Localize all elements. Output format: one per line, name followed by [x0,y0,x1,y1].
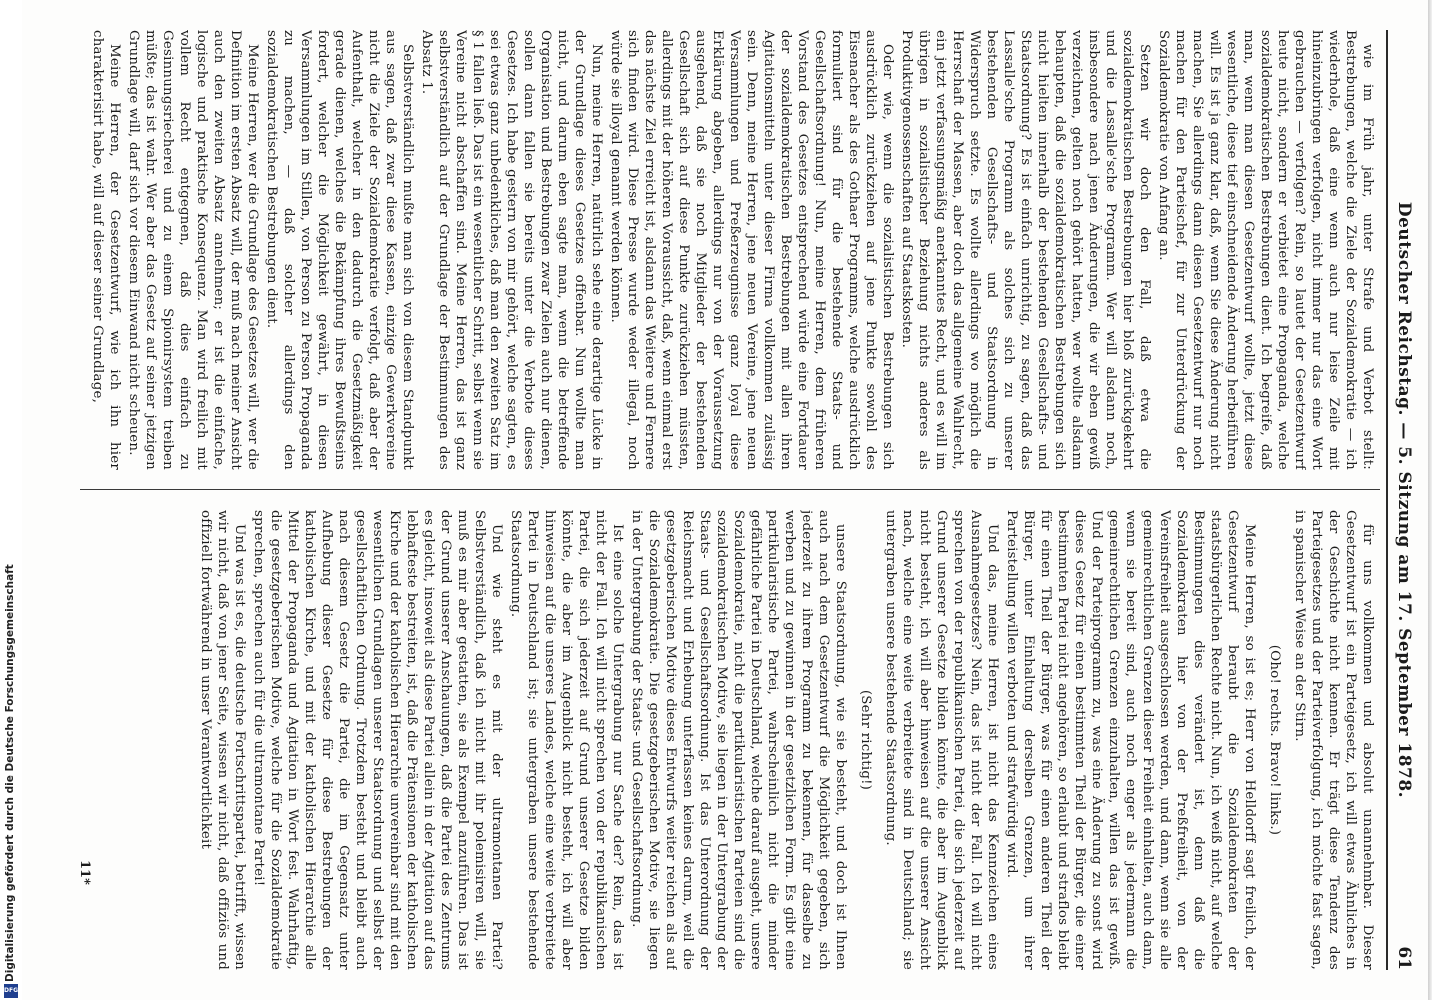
scan-edge-shadow [1428,0,1432,1000]
page-header [1382,30,1422,970]
left-paragraph: Oder wie, wenn die sozialistischen Bestrebungen sich ausdrücklich zurückziehen auf jene Punkte sowohl des Eisenacher als des Gothaer Programms, welche ausdrücklich formuliert sind für die bestehende Staats- und Gesellschaftsordnung! Nun, meine Herren, dem früheren Vorstand des Gesetzes entsprechend würde eine Fortdauer der sozialdemokratischen Bestrebungen mit allen ihren Agitationsmitteln unter dieser Firma vollkommen zulässig sein. Denn, meine Herren, jene neuen Vereine, jene neuen Versammlungen und Preßerzeugnisse ganz loyal diese Erklärung abgeben, allerdings nur von der Voraussetzung ausgehend, daß sie noch Mitglieder der bestehenden Gesellschaft sich auf diese Punkte zurückziehen müssten, allerdings mit der höheren Voraussicht, daß, wenn einmal erst das nächste Ziel erreicht ist, alsdann das Weitere und Fernere sich finden wird. Diese Presse wurde weder illegal, noch würde sie illoyal genannt werden können. [608,30,895,470]
column-divider [80,489,1380,490]
sheet-signature: 11* [77,860,92,885]
page-number: 61 [1394,946,1414,970]
right-paragraph: für uns vollkommen und absolut unannehmbar. Dieser Gesetzentwurf ist ein Parteigesetz, ich will etwas Ähnliches in der Geschichte nicht kennen. Er trägt diese Tendenz des Parteigesetzes und der Parteiverfolgung, ich möchte fast sagen, in spanischer Weise an der Stirn. [1292,510,1375,970]
right-paragraph: Meine Herren, so ist es; Herr von Helldorff sagt freilich, der Gesetzentwurf beraubt die Sozialdemokraten der staatsbürgerlichen Rechte nicht. Nun, ich weiß nicht, auf welche Bestimmungen dies verändert ist, denn daß die Sozialdemokraten hier von der Preßfreiheit, von der Vereinsfreiheit ausgeschlossen werden, und dann, wenn sie alle gemeinrechtlichen Grenzen dieser Freiheit einhalten, auch dann, wenn sie bereit sind, auch noch enger als jedermann die gemeinrechtlichen Grenzen einzuhalten, willen das ist gewiß. Und der Parteiprogramm zu, was eine Änderung zu sonst wird dieses Gesetz für einen bestimmten Theil der Bürger, die einer bestimmten Partei nicht angehören, so erlaubt und straflos bleibt für einen Theil der Bürger, was für einen anderen Theil der Bürger, unter Einhaltung derselben Grenzen, um ihrer Parteistellung willen verboten und strafwürdig wird. [1004,510,1257,970]
left-paragraph: Meine Herren, der Gesetzentwurf, wie ich ihn hier charakterisirt habe, will auf dieser seiner Grundlage, [90,30,122,470]
left-paragraph: Nun, meine Herren, natürlich sehe eine derartige Lücke in der Grundlage dieses Gesetzes offenbar. Nun wollte man nicht, und darum eben sagte man, wenn die betreffende Organisation und Bestrebungen zwar Zielen auch nur dienen, sollen dann fallen sie bereits unter die Verbote dieses Gesetzes. Ich habe gestern von mir gehört, welche sagten, es sei etwas ganz unbedenkliches, daß man den zweiten Satz im § 1 fallen ließ. Das ist ein wesentlicher Schritt, selbst wenn sie Vereine nicht abschaffen sind. Meine Herren, das ist ganz selbstverständlich auf der Grundlage der Bestimmungen des Absatz 1. [419,30,604,470]
left-column [76,30,1376,470]
dfg-logo-icon: DFG [4,984,18,998]
header-rule [1386,30,1388,970]
interjection: (Sehr richtig!) [858,689,873,791]
credit-sidebar [0,0,22,1000]
left-paragraph: wie im Früh jahr, unter Strafe und Verbot stellt: Bestrebungen, welche die Ziele der Sozialdemokratie — ich wiederhole, daß eine wenn auch nur leise Zeile mit hineinzubringen verfolgen, nicht immer nur das eine Wort gebrauchen — verfolgen? Rein, so lautet der Gesetzentwurf heute nicht, sondern er verbietet eine Propaganda, welche sozialdemokratischen Bestrebungen dient. Ich begreife, daß man, wenn man diesen Gesetzentwurf wollte, jetzt diese wesentliche, diese tief einschneidende Änderung herbeiführen will. Es ist ja ganz klar, daß, wenn Sie diese Änderung nicht machen, Sie allerdings dann diesen Gesetzentwurf nur noch machen für den Parteischef, für zur Unterdrückung der Sozialdemokratie von Anfang an. [1156,30,1375,470]
right-paragraph: unsere Staatsordnung, wie sie besteht, und doch ist Ihnen auch nach dem Gesetzentwurf die Möglichkeit gegeben, sich jederzeit zu ihrem Programm zu bekennen, für dasselbe zu werben und zu gewinnen in der gesetzlichen Form. Es gibt eine partikularistische Partei, wahrscheinlich nicht die minder gefährliche Partei in Deutschland, welche darauf ausgeht, unsere Sozialdemokratie, nicht die partikularistischen Parteien sind die sozialdemokratischen Motive, sie liegen in der Untergrabung der Staats- und Gesellschaftsordnung. Ist das Unterordnung der Reichsmacht und Erhebung unterfassen keines darum, weil die gesetzgeberischen Motive dieses Entwurfs weiter reichen als auf die Sozialdemokratie. Die gesetzgeberischen Motive, sie liegen in der Untergrabung der Staats- und Gesellschaftsordnung. [629,510,848,970]
right-paragraph: Und was ist es, die deutsche Fortschrittspartei, betrifft, wissen wir nicht, daß von jener Seite, wissen wir nicht, daß offiziös und offiziell fortwährend in unser Verantwortlichkeit [198,510,247,970]
right-paragraph: Und das, meine Herren, ist nicht das Kennzeichen eines Ausnahmegesetzes? Nein, das ist nicht der Fall. Ich will nicht sprechen von der republikanischen Partei, die sich jederzeit auf Grund unserer Gesetze bilden könnte, die aber im Augenblick nicht besteht, ich will aber hinweisen auf die unserer Ansicht nach, welche eine weite verbreitete sind in Deutschland; sie untergraben unsere bestehende Staatsordnung. [883,510,1000,970]
rotated-page-content [30,0,1432,1000]
scanned-page [30,0,1432,1000]
right-paragraph: Und wie steht es mit der ultramontanen Partei? Selbstverständlich, daß ich nicht mit ihr polemisiren will, sie muß es mir aber gestatten, sie als Exempel anzuführen. Das ist der Grund unserer Anschauungen, daß die Partei des Zentrums es gleicht, insoweit als diese Partei allein in der Agitation auf das lebhafteste bestreiten, ist, daß die Prätensionen der katholischen Kirche und der katholischen Hierarchie unvereinbar sind mit den wesentlichen Grundlagen unserer Staatsordnung und selbst der gesellschaftlichen Ordnung. Trotzdem besteht und bleibt auch nach diesem Gesetz die Partei, die im Gegensatz unter Aufhebung dieser Gesetze für diese Bestrebungen der katholischen Kirche, und mit der katholischen Hierarchie alle Mittel der Propaganda und Agitation in Wort fest. Wahrhaftig, die gesetzgeberischen Motive, welche für die Sozialdemokratie sprechen, sprechen auch für die ultramontane Partei! [251,510,504,970]
left-paragraph: Setzen wir doch den Fall, daß etwa die sozialdemokratischen Bestrebungen hier bloß zurückgekehrt und die Lassalle'sche Programm. Wer will alsdann noch, insbesondere nach jenen Änderungen, die wir eben gewiß verzeichnen, gelten noch gehört hatten, wer wollte alsdann behaupten, daß die sozialdemokratischen Bestrebungen sich nicht hielten innerhalb der bestehenden Gesellschafts- und Staatsordnung? Es ist einfach unrichtig, zu sagen, daß das Lassalle'sche Programm als solches sich zu unserer bestehenden Gesellschafts- und Staatsordnung in Widerspruch setzte. Es wollte allerdings wo möglich die Herrschaft der Massen, aber doch das allgemeine Wahlrecht, ein jetzt verfassungsmäßig anerkanntes Recht, und es will im übrigen in sozialistischer Beziehung nichts anderes als Produktivgenossenschaften auf Staatskosten. [899,30,1152,470]
left-paragraph: Selbstverständlich mußte man sich von diesem Standpunkt aus sagen, daß zwar diese Kassen, einzige Gewerkvereine nicht die Ziele der Sozialdemokratie verfolgt, daß aber der Aufenthalt, welcher in den dadurch die Gesetzmäßigkeit gerade dienen, welches die Bekämpfung ihres Bewußtseins fordert, welcher die Möglichkeit gewährt, in diesen Versammlungen im Stillen, von Person zu Person Propaganda zu machen, — daß solcher allerdings den sozialdemokratischen Bestrebungen dient. [264,30,415,470]
funding-credit-text: Digitalisierung gefördert durch die Deutsche Forschungsgemeinschaft [4,564,16,982]
left-paragraph: Meine Herren, wer die Grundlage des Gesetzes will, wer die Definition im ersten Absatz will, der muß nach meiner Ansicht auch den zweiten Absatz annehmen; er ist die einfache, logische und praktische Konsequenz. Man wird freilich mit vollem Recht entgegnen, daß dies einfach zu Gesinnungsriecherei und zu einem Spionirsystem treiben müßte; das ist wahr. Wer aber das Gesetz auf seiner jetzigen Grundlage will, darf sich vor diesem Einwand nicht scheuen. [126,30,260,470]
right-column [76,510,1376,970]
page-header-title: Deutscher Reichstag. — 5. Sitzung am 17. September 1878. [1394,201,1414,799]
right-paragraph: Ist eine solche Untergrabung nur Sache der? Rein, das ist nicht der Fall. Ich will nicht sprechen von der republikanischen Partei, die sich jederzeit auf Grund unserer Gesetze bilden könnte, die aber im Augenblick nicht besteht, ich will aber hinweisen auf die unseres Landes, welche eine weite verbreitete Partei in Deutschland ist; sie untergraben unsere bestehende Staatsordnung. [508,510,625,970]
interjection: (Oho! rechts. Bravo! links.) [1267,644,1282,836]
